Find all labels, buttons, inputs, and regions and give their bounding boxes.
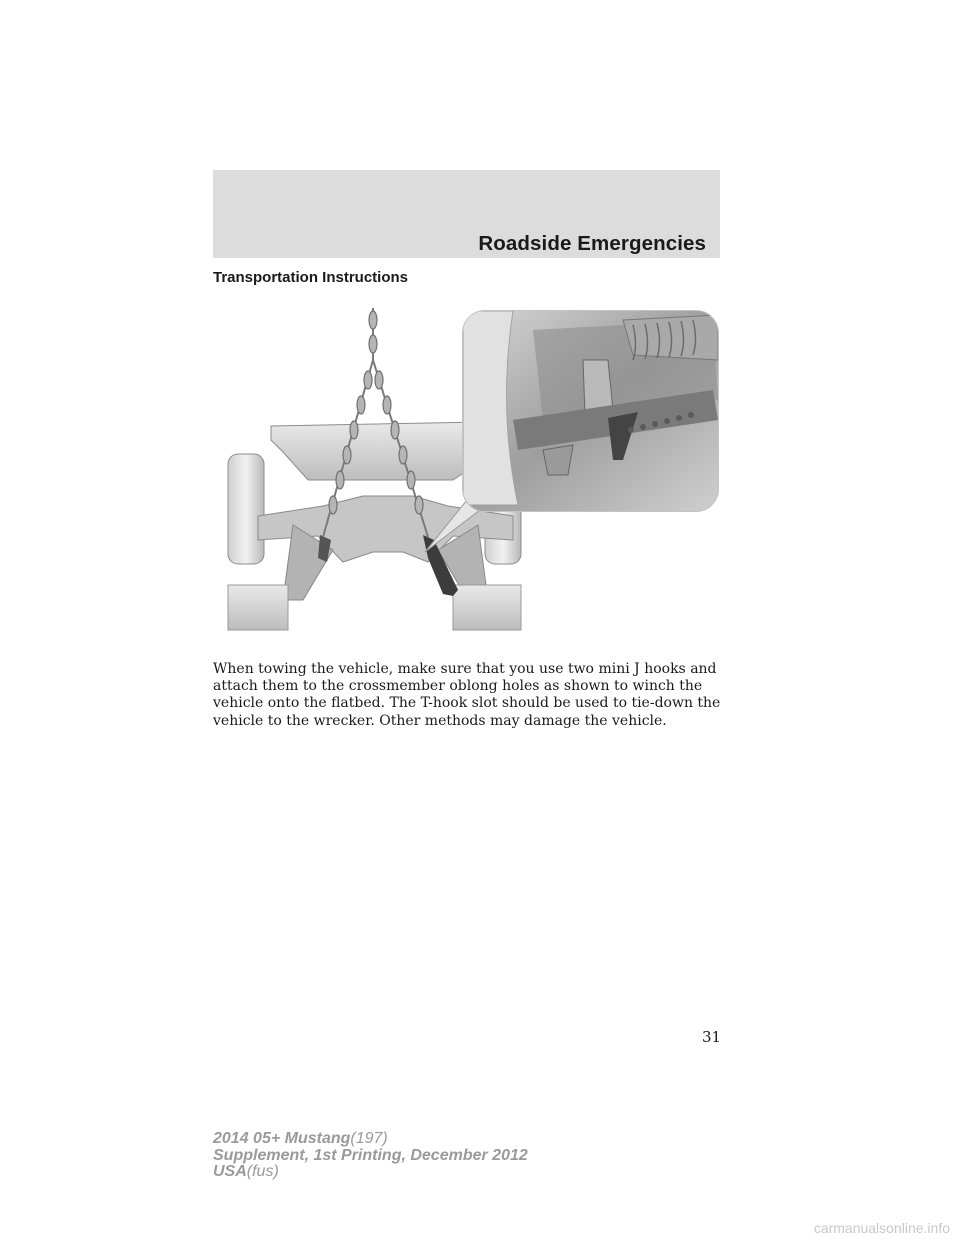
footer	[213, 1131, 528, 1181]
footer-line-1	[213, 1131, 528, 1148]
page-number: 31	[702, 1028, 722, 1046]
detail-inset	[463, 311, 718, 511]
footer-market: USA	[213, 1163, 247, 1180]
towing-illustration	[213, 300, 723, 640]
footer-model-code: (197)	[350, 1130, 388, 1147]
section-title: Roadside Emergencies	[478, 232, 706, 255]
body-paragraph: When towing the vehicle, make sure that you use two mini J hooks and attach them to the crossmember oblong holes as shown to winch the vehicle onto the flatbed. The T-hook slot should be used to tie-down the vehicle to the wrecker. Other methods may damage the vehicle.	[213, 661, 721, 729]
lower-body	[228, 585, 288, 630]
section-header-band	[213, 170, 720, 258]
watermark: carmanualsonline.info	[813, 1220, 950, 1236]
bumper-beam	[271, 422, 483, 480]
footer-model: 2014 05+ Mustang	[213, 1130, 351, 1147]
left-tire	[228, 454, 264, 564]
footer-line-3	[213, 1164, 528, 1181]
footer-line-2: Supplement, 1st Printing, December 2012	[213, 1146, 528, 1164]
footer-market-code: (fus)	[246, 1163, 279, 1180]
subheading: Transportation Instructions	[213, 269, 409, 286]
